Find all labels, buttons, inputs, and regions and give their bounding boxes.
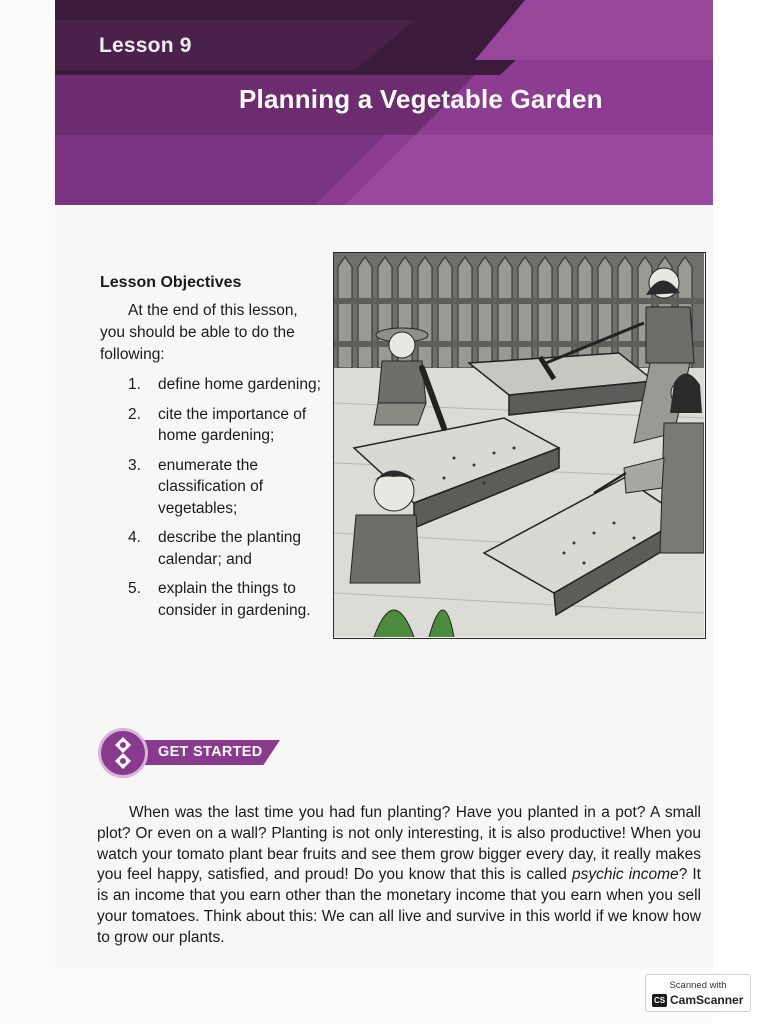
objective-number: 1. [128,376,141,393]
objective-number: 3. [128,456,141,474]
objectives-intro: At the end of this lesson, you should be able to do the following: [100,302,298,363]
objectives-list [100,374,326,621]
watermark-caption: Scanned with [669,980,727,991]
watermark-app-name: CamScanner [670,993,744,1007]
get-started-heading [98,728,288,780]
objective-item [100,578,326,621]
objective-text: describe the planting calendar; and [158,529,302,568]
objective-item [100,374,326,396]
garden-drawing [334,253,704,637]
camscanner-watermark [645,974,751,1012]
lesson-title: Planning a Vegetable Garden [239,84,603,114]
objective-item [100,527,326,570]
objective-text: define home gardening; [158,376,321,393]
lesson-number: Lesson 9 [99,34,192,57]
objective-number: 4. [128,529,141,546]
objective-text: cite the importance of home gardening; [158,405,307,444]
objective-text: enumerate the classification of vegetables; [158,456,264,517]
lesson-objectives [100,274,326,629]
objective-item [100,404,326,447]
objective-number: 5. [128,580,141,597]
objectives-heading: Lesson Objectives [100,274,242,291]
seedling-icon [98,728,148,778]
lesson-banner [55,0,713,205]
garden-illustration [333,252,706,639]
paragraph-part-1: When was the last time you had fun planting? Have you planted in a pot? A small plot? Or even on a wall? Planting is not only interesting, it is also productive! When you watch your tomato plant bear fruits and see them grow bigger every day, it really makes you feel happy, satisfied, and proud! Do you know that this is called [97,804,701,884]
objective-item [100,455,326,520]
page-edge [713,0,768,1024]
camscanner-logo-icon: CS [653,996,666,1005]
objective-number: 2. [128,405,141,423]
objective-text: explain the things to consider in gardening. [158,580,311,619]
paragraph-emphasis: psychic income [571,866,679,884]
intro-paragraph [97,803,701,949]
section-label: GET STARTED [158,744,263,760]
paragraph-part-2: ? It is an income that you earn other than the monetary income that you earn when you sell your tomatoes. Think about this: We can all live and survive in this world if we know how to grow our plants. [97,866,701,946]
